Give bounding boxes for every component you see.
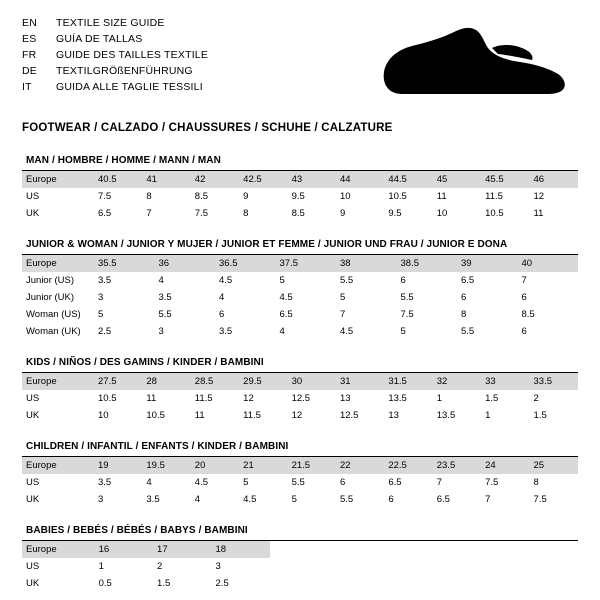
cell: 36.5 (215, 255, 276, 272)
cell: 10 (339, 191, 351, 202)
cell: 12 (291, 410, 303, 421)
cell: 16 (95, 541, 153, 558)
size-table-junior-woman (22, 255, 578, 340)
cell: 13.5 (388, 393, 407, 404)
cell: 3.5 (219, 326, 233, 337)
cell: 13 (339, 393, 351, 404)
cell: 6 (521, 326, 527, 337)
cell: 5.5 (291, 477, 305, 488)
language-code: FR (22, 49, 37, 61)
cell: 5 (98, 309, 104, 320)
row-label: Europe (22, 255, 94, 272)
cell: 44.5 (384, 171, 432, 188)
cell: 3.5 (146, 494, 160, 505)
cell: 4.5 (340, 326, 354, 337)
cell: 4.5 (219, 275, 233, 286)
cell: 5 (400, 326, 406, 337)
cell: 45 (433, 171, 481, 188)
size-table-man (22, 171, 578, 222)
language-title: GUÍA DE TALLAS (56, 33, 143, 45)
table-row (22, 541, 270, 558)
cell: 22 (336, 457, 384, 474)
cell: 3 (98, 494, 104, 505)
cell: 12.5 (339, 410, 359, 421)
cell: 4.5 (243, 494, 257, 505)
cell: 3 (215, 561, 221, 572)
cell: 25 (530, 457, 578, 474)
cell: 40 (518, 255, 579, 272)
cell: 1.5 (533, 410, 547, 421)
cell: 6.5 (461, 275, 475, 286)
cell: 21.5 (288, 457, 336, 474)
cell: 22.5 (384, 457, 432, 474)
cell: 33.5 (530, 373, 578, 390)
cell: 9.5 (388, 208, 402, 219)
cell: 7 (436, 477, 443, 488)
cell: 45.5 (481, 171, 529, 188)
table-row (22, 188, 578, 205)
table-row (22, 289, 578, 306)
cell: 5.5 (339, 494, 354, 505)
language-code: DE (22, 65, 37, 77)
row-label: US (26, 561, 40, 572)
table-row (22, 323, 578, 340)
cell: 3.5 (158, 292, 172, 303)
row-label: UK (26, 410, 40, 421)
language-row (22, 16, 208, 30)
language-row (22, 32, 208, 46)
cell: 6 (339, 477, 346, 488)
cell: 6 (461, 292, 467, 303)
cell: 11 (533, 208, 544, 219)
cell: 7.5 (485, 477, 499, 488)
cell: 4 (158, 275, 164, 286)
language-code: EN (22, 17, 37, 29)
cell: 7 (521, 275, 527, 286)
size-table-children (22, 457, 578, 508)
cell: 4 (219, 292, 225, 303)
cell: 9 (339, 208, 346, 219)
table-row (22, 474, 578, 491)
section-babies (22, 522, 578, 592)
cell: 2 (533, 393, 539, 404)
cell: 6 (388, 494, 394, 505)
cell: 0.5 (98, 578, 112, 589)
cell: 10.5 (98, 393, 117, 404)
cell: 11 (194, 410, 205, 421)
section-title: CHILDREN / INFANTIL / ENFANTS / KINDER / BAMBINI (22, 438, 578, 457)
table-row (22, 205, 578, 222)
cell: 3 (98, 292, 104, 303)
footwear-title: FOOTWEAR / CALZADO / CHAUSSURES / SCHUHE / CALZATURE (22, 122, 393, 134)
section-man (22, 152, 578, 222)
cell: 6.5 (279, 309, 293, 320)
cell: 7.5 (400, 309, 414, 320)
cell: 42 (191, 171, 239, 188)
cell: 4 (194, 494, 201, 505)
cell: 38.5 (397, 255, 458, 272)
cell: 4.5 (194, 477, 208, 488)
table-row (22, 373, 578, 390)
row-label: Woman (UK) (26, 326, 81, 337)
cell: 8 (533, 477, 539, 488)
row-label: UK (26, 208, 40, 219)
cell: 10.5 (485, 208, 504, 219)
cell: 9 (243, 191, 249, 202)
cell: 12 (533, 191, 545, 202)
cell: 7.5 (194, 208, 208, 219)
cell: 12 (243, 393, 254, 404)
cell: 10 (98, 410, 109, 421)
cell: 4 (279, 326, 285, 337)
section-title: BABIES / BEBÉS / BÉBÉS / BABYS / BAMBINI (22, 522, 578, 541)
row-label: Europe (22, 457, 94, 474)
cell: 5 (279, 275, 285, 286)
cell: 8.5 (194, 191, 208, 202)
cell: 24 (481, 457, 529, 474)
cell: 7 (485, 494, 491, 505)
language-row (22, 48, 208, 62)
language-title: GUIDE DES TAILLES TEXTILE (56, 49, 209, 61)
table-row (22, 306, 578, 323)
row-label: UK (26, 578, 40, 589)
cell: 27.5 (94, 373, 142, 390)
cell: 6.5 (98, 208, 112, 219)
cell: 36 (155, 255, 216, 272)
section-children (22, 438, 578, 508)
row-label: Junior (US) (26, 275, 75, 286)
cell: 1 (436, 393, 443, 404)
cell: 40.5 (94, 171, 142, 188)
cell: 8 (461, 309, 467, 320)
cell: 11 (146, 393, 157, 404)
cell: 5.5 (400, 292, 414, 303)
cell: 7.5 (98, 191, 112, 202)
language-title: TEXTILE SIZE GUIDE (56, 17, 165, 29)
language-code: IT (22, 81, 32, 93)
cell: 21 (239, 457, 287, 474)
language-title: TEXTILGRÖßENFÜHRUNG (56, 65, 193, 77)
cell: 3.5 (98, 477, 112, 488)
section-title: JUNIOR & WOMAN / JUNIOR Y MUJER / JUNIOR ET FEMME / JUNIOR UND FRAU / JUNIOR E DONA (22, 236, 578, 255)
cell: 43 (288, 171, 336, 188)
cell: 10.5 (388, 191, 407, 202)
cell: 5.5 (461, 326, 475, 337)
cell: 42.5 (239, 171, 287, 188)
cell: 8 (146, 191, 152, 202)
cell: 11.5 (485, 191, 503, 202)
cell: 1.5 (157, 578, 171, 589)
cell: 8 (243, 208, 249, 219)
row-label: Woman (US) (26, 309, 81, 320)
table-row (22, 558, 270, 575)
table-row (22, 171, 578, 188)
dress-shoe-icon (372, 24, 572, 104)
cell: 9.5 (291, 191, 305, 202)
cell: 1 (98, 561, 104, 572)
row-label: Junior (UK) (26, 292, 75, 303)
cell: 13.5 (436, 410, 456, 421)
cell: 5.5 (340, 275, 354, 286)
cell: 41 (142, 171, 190, 188)
cell: 31 (336, 373, 384, 390)
cell: 2.5 (98, 326, 112, 337)
size-table-babies (22, 541, 270, 592)
cell: 32 (433, 373, 481, 390)
cell: 5 (243, 477, 249, 488)
cell: 23.5 (433, 457, 481, 474)
table-row (22, 575, 270, 592)
cell: 18 (212, 541, 270, 558)
cell: 44 (336, 171, 384, 188)
cell: 7 (340, 309, 346, 320)
language-title-list (22, 14, 208, 94)
section-kids (22, 354, 578, 424)
table-row (22, 457, 578, 474)
table-row (22, 255, 578, 272)
cell: 10 (436, 208, 448, 219)
cell: 5 (340, 292, 346, 303)
cell: 12.5 (291, 393, 311, 404)
cell: 11 (436, 191, 447, 202)
header (22, 14, 578, 104)
row-label: UK (26, 494, 40, 505)
cell: 6.5 (436, 494, 450, 505)
cell: 6 (400, 275, 406, 286)
cell: 4.5 (279, 292, 293, 303)
cell: 8.5 (521, 309, 535, 320)
cell: 31.5 (384, 373, 432, 390)
section-title: KIDS / NIÑOS / DES GAMINS / KINDER / BAMBINI (22, 354, 578, 373)
row-label: Europe (22, 541, 95, 558)
table-row (22, 390, 578, 407)
cell: 30 (288, 373, 336, 390)
cell: 3.5 (98, 275, 112, 286)
cell: 6 (521, 292, 527, 303)
language-row (22, 64, 208, 78)
row-label: US (26, 191, 40, 202)
cell: 17 (153, 541, 211, 558)
cell: 2.5 (215, 578, 229, 589)
cell: 28 (142, 373, 190, 390)
cell: 38 (336, 255, 397, 272)
language-title: GUIDA ALLE TAGLIE TESSILI (56, 81, 203, 93)
cell: 1.5 (485, 393, 499, 404)
cell: 11.5 (194, 393, 213, 404)
cell: 13 (388, 410, 399, 421)
size-table-kids (22, 373, 578, 424)
cell: 33 (481, 373, 529, 390)
cell: 35.5 (94, 255, 155, 272)
row-label: US (26, 393, 40, 404)
cell: 6.5 (388, 477, 402, 488)
cell: 19 (94, 457, 142, 474)
cell: 20 (191, 457, 239, 474)
cell: 8.5 (291, 208, 305, 219)
cell: 5 (291, 494, 297, 505)
cell: 1 (485, 410, 491, 421)
language-code: ES (22, 33, 37, 45)
section-junior-woman (22, 236, 578, 340)
table-row (22, 491, 578, 508)
table-row (22, 407, 578, 424)
cell: 7 (146, 208, 152, 219)
cell: 2 (157, 561, 163, 572)
cell: 19.5 (142, 457, 190, 474)
row-label: Europe (22, 171, 94, 188)
row-label: Europe (22, 373, 94, 390)
cell: 11.5 (243, 410, 261, 421)
cell: 39 (457, 255, 518, 272)
cell: 46 (530, 171, 578, 188)
section-title: MAN / HOMBRE / HOMME / MANN / MAN (22, 152, 578, 171)
language-row (22, 80, 208, 94)
cell: 37.5 (276, 255, 337, 272)
cell: 4 (146, 477, 152, 488)
cell: 29.5 (239, 373, 287, 390)
cell: 10.5 (146, 410, 165, 421)
row-label: US (26, 477, 40, 488)
cell: 28.5 (191, 373, 239, 390)
cell: 3 (158, 326, 164, 337)
cell: 6 (219, 309, 225, 320)
cell: 7.5 (533, 494, 547, 505)
cell: 5.5 (158, 309, 172, 320)
table-row (22, 272, 578, 289)
